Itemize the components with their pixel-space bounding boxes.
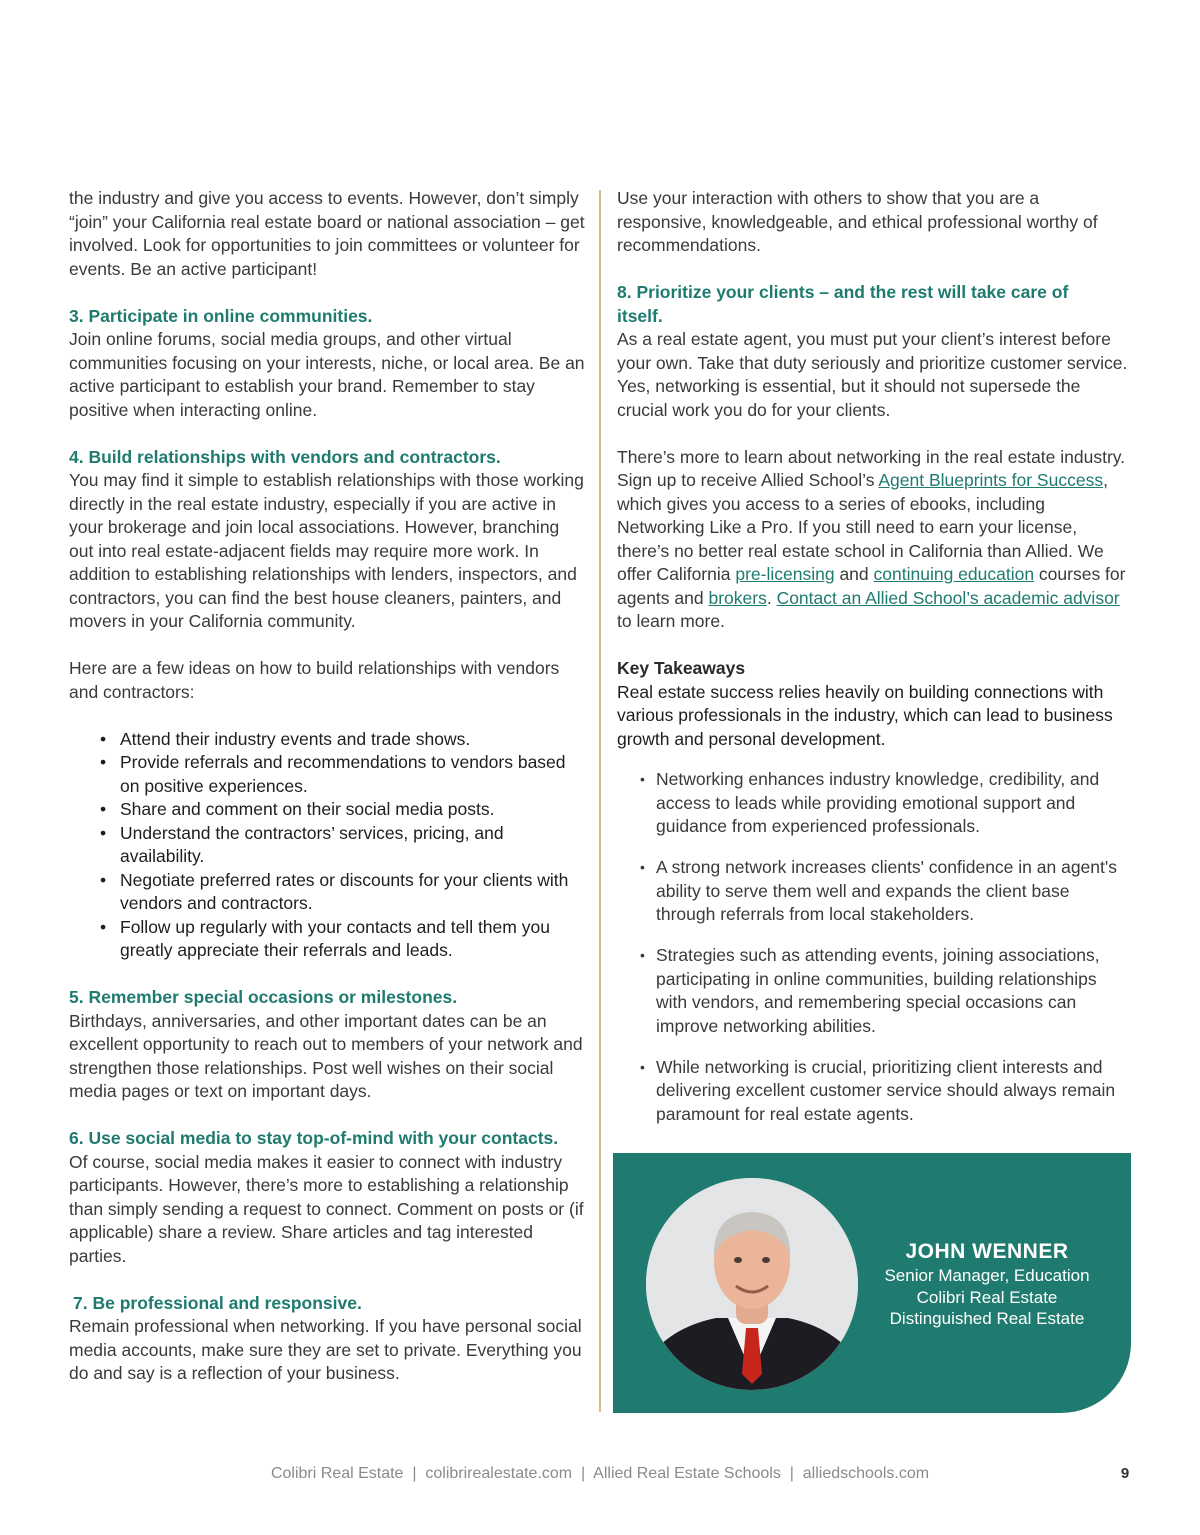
author-company: Colibri Real Estate [916, 1287, 1058, 1307]
paragraph-special-occasions: Birthdays, anniversaries, and other important dates can be an excellent opportunity to reach out to members of your network and strengthen those relationships. Post well wishes on their social media pages or text on important days. [69, 1010, 583, 1101]
paragraph-vendors-contractors: You may find it simple to establish relationships with those working directly in the real estate industry, especially if you are active in your brokerage and join local associations. However, branching out into real estate-adjacent fields may require more work. In addition to establishing relationships with lenders, inspectors, and contractors, you can find the best house cleaners, painters, and movers in your California community. [69, 470, 584, 631]
heading-vendors-contractors: 4. Build relationships with vendors and contractors. [69, 446, 501, 467]
key-takeaways-list [617, 768, 1132, 1126]
agent-blueprints-link[interactable]: Agent Blueprints for Success [878, 470, 1104, 490]
list-item: • Provide referrals and recommendations to vendors based on positive experiences. [69, 751, 587, 798]
heading-professional: 7. Be professional and responsive. [73, 1292, 362, 1313]
author-photo [646, 1178, 858, 1390]
heading-prioritize-clients: 8. Prioritize your clients – and the rest will take care of itself. [617, 282, 1069, 326]
author-info [861, 1239, 1113, 1330]
brokers-link[interactable]: brokers [708, 587, 767, 608]
page-footer: Colibri Real Estate | colibrirealestate.com | Allied Real Estate Schools | alliedschools.com [270, 1465, 930, 1482]
continuing-education-link[interactable]: continuing education [873, 564, 1035, 584]
key-takeaways-title: Key Takeaways [617, 658, 746, 678]
paragraph-social-media: Of course, social media makes it easier to connect with industry participants. However, there’s more to establishing a relationship than simply sending a request to connect. Comment on posts or (if applicable) share a review. Share articles and tag interested parties. [69, 1151, 584, 1266]
right-column [617, 187, 1132, 1144]
paragraph-online-communities: Join online forums, social media groups, and other virtual communities focusing on your interests, niche, or local area. Be an active participant to establish your brand. Remember to stay positive when interacting online. [69, 329, 585, 420]
contact-advisor-link[interactable]: Contact an Allied School’s academic advisor [776, 587, 1120, 608]
column-divider [599, 190, 601, 1412]
list-item: • Attend their industry events and trade shows. [69, 728, 587, 752]
list-item: • Networking enhances industry knowledge, credibility, and access to leads while providing emotional support and guidance from experienced professionals. [617, 768, 1132, 839]
author-card [613, 1153, 1131, 1413]
ideas-intro: Here are a few ideas on how to build relationships with vendors and contractors: [69, 658, 560, 702]
paragraph-prioritize-clients: As a real estate agent, you must put your client’s interest before your own. Take that duty seriously and prioritize customer service. Yes, networking is essential, but it should not supersede the crucial work you do for your clients. [617, 329, 1128, 420]
key-takeaways-summary: Real estate success relies heavily on building connections with various professionals in the industry, which can lead to business growth and personal development. [617, 681, 1113, 749]
heading-special-occasions: 5. Remember special occasions or milestones. [69, 987, 458, 1007]
learn-more-paragraph: There’s more to learn about networking in the real estate industry. Sign up to receive Allied School’s Agent Blueprints for Success, which gives you access to a series of ebooks, including Networking Like a Pro. If you still need to earn your license, there’s no better real estate school in California than Allied. We offer California pre-licensing and continuing education courses for agents and brokers. Contact an Allied School’s academic advisor to learn more. [617, 446, 1126, 631]
pre-licensing-link[interactable]: pre-licensing [735, 564, 835, 584]
page-number: 9 [1120, 1465, 1130, 1482]
author-name: JOHN WENNER [905, 1240, 1069, 1263]
heading-social-media: 6. Use social media to stay top-of-mind with your contacts. [69, 1128, 559, 1148]
left-column [69, 187, 587, 1386]
ideas-list [69, 728, 587, 963]
list-item: • Negotiate preferred rates or discounts for your clients with vendors and contractors. [69, 869, 587, 916]
portrait-icon [646, 1178, 858, 1390]
list-item: • A strong network increases clients' confidence in an agent's ability to serve them well and expands the client base through referrals from local stakeholders. [617, 856, 1132, 927]
heading-online-communities: 3. Participate in online communities. [69, 305, 373, 326]
author-title: Senior Manager, Education [884, 1266, 1090, 1285]
list-item: • Strategies such as attending events, joining associations, participating in online communities, building relationships with vendors, and remembering special occasions can improve networking abilities. [617, 944, 1132, 1038]
list-item: • Understand the contractors’ services, pricing, and availability. [69, 822, 587, 869]
list-item: • Follow up regularly with your contacts and tell them you greatly appreciate their referrals and leads. [69, 916, 587, 963]
intro-paragraph: the industry and give you access to events. However, don’t simply “join” your California real estate board or national association – get involved. Look for opportunities to join committees or volunteer for events. Be an active participant! [69, 188, 585, 279]
list-item: • Share and comment on their social media posts. [69, 798, 587, 822]
intro-paragraph-right: Use your interaction with others to show that you are a responsive, knowledgeable, and ethical professional worthy of recommendations. [617, 188, 1098, 255]
author-distinction: Distinguished Real Estate [889, 1309, 1085, 1328]
list-item: • While networking is crucial, prioritizing client interests and delivering excellent customer service should always remain paramount for real estate agents. [617, 1056, 1132, 1127]
paragraph-professional: Remain professional when networking. If you have personal social media accounts, make sure they are set to private. Everything you do and say is a reflection of your business. [69, 1316, 582, 1383]
